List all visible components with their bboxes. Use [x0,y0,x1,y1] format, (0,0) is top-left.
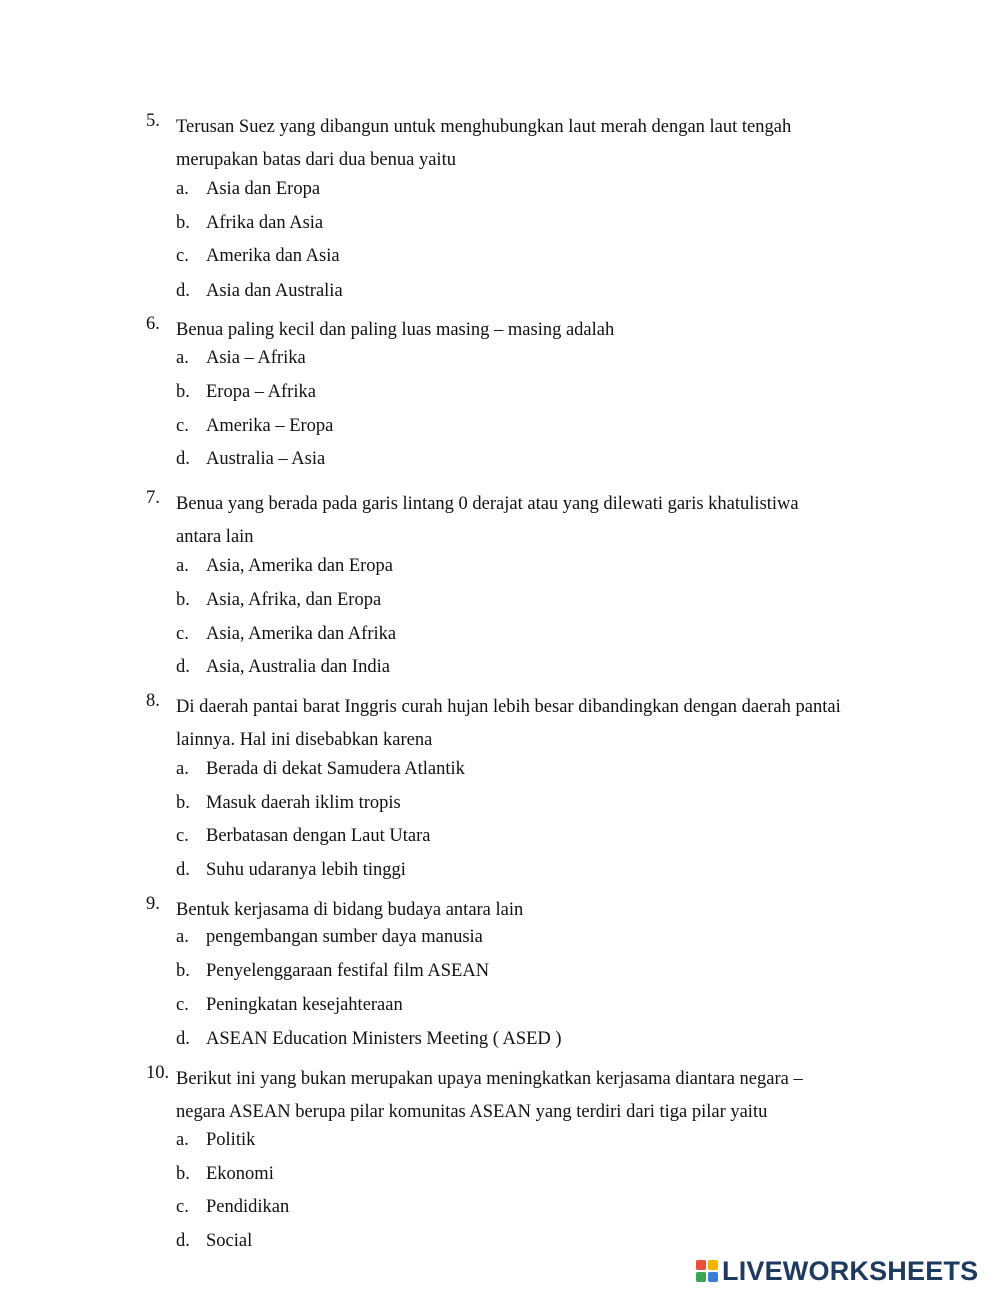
option-letter: c. [176,624,189,644]
option-letter: a. [176,556,189,576]
option-text: Asia – Afrika [206,348,306,368]
option-letter: c. [176,1197,189,1217]
question-number: 10. [146,1063,170,1083]
option-text: Masuk daerah iklim tropis [206,793,401,813]
option-letter: d. [176,281,190,301]
option-text: Eropa – Afrika [206,382,316,402]
question-number: 9. [146,894,160,914]
liveworksheets-logo-icon [696,1260,718,1282]
option-text: Asia, Amerika dan Afrika [206,624,397,644]
option-letter: d. [176,657,190,677]
question-line: lainnya. Hal ini disebabkan karena [176,730,433,750]
option-letter: d. [176,1029,190,1049]
question-number: 6. [146,314,160,334]
option-letter: d. [176,1231,190,1251]
option-text: Australia – Asia [206,449,326,469]
question-text [176,894,906,927]
option-text: Berada di dekat Samudera Atlantik [206,759,465,779]
question-line: Benua yang berada pada garis lintang 0 derajat atau yang dilewati garis khatulistiwa [176,494,799,514]
logo-tile [708,1260,718,1270]
option-text: Politik [206,1130,256,1150]
option-letter: d. [176,449,190,469]
option-letter: c. [176,995,189,1015]
option-text: Amerika – Eropa [206,416,334,436]
option-letter: b. [176,213,190,233]
option-letter: a. [176,1130,189,1150]
option-text: Afrika dan Asia [206,213,324,233]
option-text: Suhu udaranya lebih tinggi [206,860,406,880]
option-text: Social [206,1231,253,1251]
question-number: 7. [146,488,160,508]
option-text: Asia, Australia dan India [206,657,390,677]
option-letter: b. [176,382,190,402]
liveworksheets-logo [696,1256,978,1286]
option-text: Asia dan Eropa [206,179,321,199]
question-text [176,1063,906,1129]
question-line: negara ASEAN berupa pilar komunitas ASEAN yang terdiri dari tiga pilar yaitu [176,1102,768,1122]
option-letter: c. [176,416,189,436]
question-line: Bentuk kerjasama di bidang budaya antara lain [176,900,524,920]
option-letter: d. [176,860,190,880]
option-text: Peningkatan kesejahteraan [206,995,403,1015]
question-line: Benua paling kecil dan paling luas masing – masing adalah [176,320,615,340]
question-text [176,691,906,757]
option-text: Asia, Amerika dan Eropa [206,556,393,576]
question-text [176,314,906,347]
question-text [176,111,906,177]
option-text: Asia dan Australia [206,281,343,301]
option-letter: b. [176,961,190,981]
question-line: antara lain [176,527,254,547]
option-text: Berbatasan dengan Laut Utara [206,826,431,846]
logo-tile [696,1272,706,1282]
question-line: Di daerah pantai barat Inggris curah hujan lebih besar dibandingkan dengan daerah pantai [176,697,841,717]
logo-tile [708,1272,718,1282]
logo-tile [696,1260,706,1270]
option-letter: b. [176,793,190,813]
option-text: Amerika dan Asia [206,246,340,266]
option-letter: a. [176,179,189,199]
option-letter: c. [176,826,189,846]
question-text [176,488,906,554]
option-text: Ekonomi [206,1164,274,1184]
option-letter: c. [176,246,189,266]
option-letter: a. [176,348,189,368]
logo-text: LIVEWORKSHEETS [722,1255,979,1286]
option-text: ASEAN Education Ministers Meeting ( ASED ) [206,1029,562,1049]
option-text: Asia, Afrika, dan Eropa [206,590,382,610]
question-line: Berikut ini yang bukan merupakan upaya meningkatkan kerjasama diantara negara – [176,1069,803,1089]
option-text: Pendidikan [206,1197,290,1217]
question-line: merupakan batas dari dua benua yaitu [176,150,456,170]
question-line: Terusan Suez yang dibangun untuk menghubungkan laut merah dengan laut tengah [176,117,792,137]
option-letter: a. [176,927,189,947]
option-letter: a. [176,759,189,779]
option-text: Penyelenggaraan festifal film ASEAN [206,961,490,981]
question-number: 8. [146,691,160,711]
question-number: 5. [146,111,160,131]
option-letter: b. [176,1164,190,1184]
option-text: pengembangan sumber daya manusia [206,927,483,947]
option-letter: b. [176,590,190,610]
